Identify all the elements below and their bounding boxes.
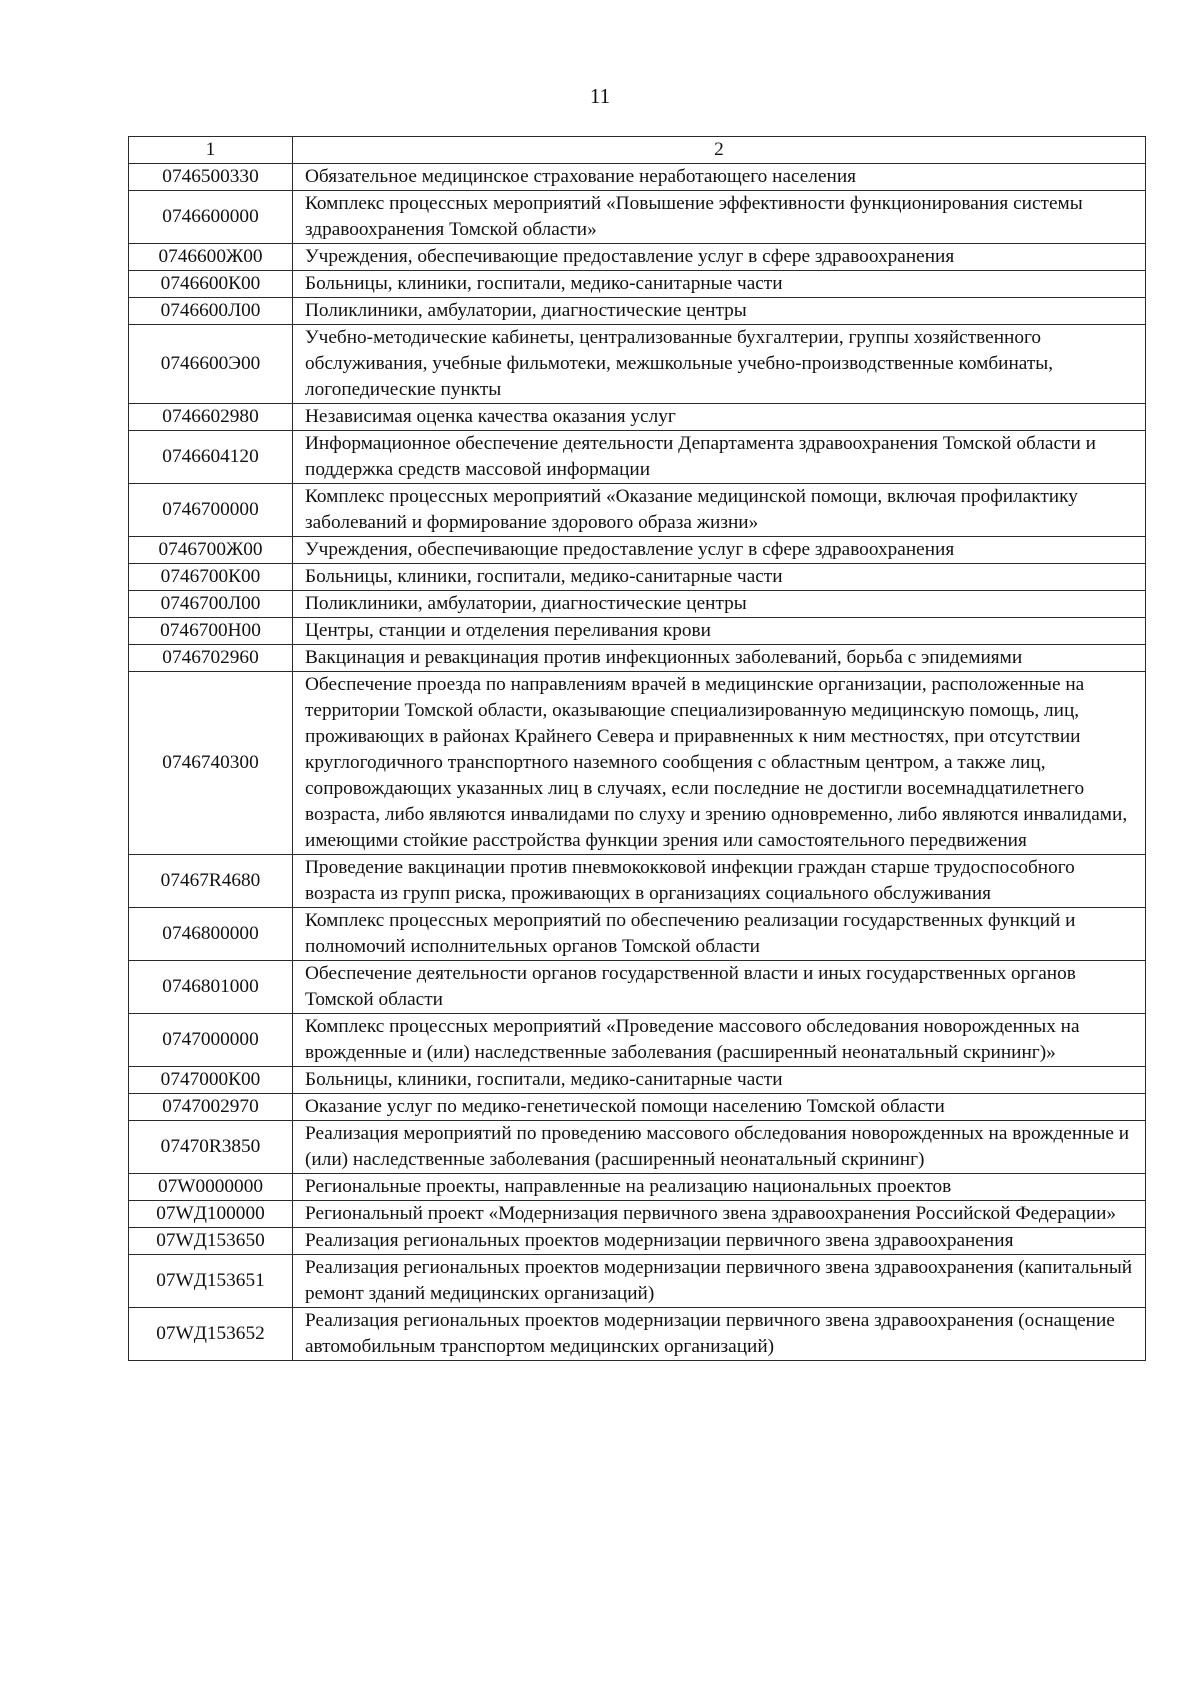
row-description: Больницы, клиники, госпитали, медико-санитарные части	[293, 271, 1146, 298]
table-row	[129, 1121, 1146, 1174]
row-description: Комплекс процессных мероприятий «Оказание медицинской помощи, включая профилактику заболеваний и формирование здорового образа жизни»	[293, 484, 1146, 537]
row-code: 0746800000	[129, 908, 293, 961]
row-description: Больницы, клиники, госпитали, медико-санитарные части	[293, 1067, 1146, 1094]
row-description: Вакцинация и ревакцинация против инфекционных заболеваний, борьба с эпидемиями	[293, 645, 1146, 672]
row-description: Независимая оценка качества оказания услуг	[293, 404, 1146, 431]
table-row	[129, 484, 1146, 537]
row-description: Учреждения, обеспечивающие предоставление услуг в сфере здравоохранения	[293, 537, 1146, 564]
row-description: Реализация региональных проектов модернизации первичного звена здравоохранения	[293, 1228, 1146, 1255]
row-code: 0746600000	[129, 191, 293, 244]
row-code: 07467R4680	[129, 855, 293, 908]
table-row	[129, 618, 1146, 645]
table-row	[129, 271, 1146, 298]
table-row	[129, 404, 1146, 431]
row-code: 0746700К00	[129, 564, 293, 591]
table-body	[129, 164, 1146, 1361]
row-code: 07470R3850	[129, 1121, 293, 1174]
row-code: 0747000000	[129, 1014, 293, 1067]
row-code: 0746801000	[129, 961, 293, 1014]
table-row	[129, 164, 1146, 191]
row-code: 07WД153651	[129, 1255, 293, 1308]
row-description: Региональный проект «Модернизация первичного звена здравоохранения Российской Федерации»	[293, 1201, 1146, 1228]
row-code: 0747000К00	[129, 1067, 293, 1094]
row-description: Комплекс процессных мероприятий «Проведение массового обследования новорожденных на врожденные и (или) наследственные заболевания (расширенный неонатальный скрининг)»	[293, 1014, 1146, 1067]
row-description: Оказание услуг по медико-генетической помощи населению Томской области	[293, 1094, 1146, 1121]
row-code: 0746700000	[129, 484, 293, 537]
table-row	[129, 1094, 1146, 1121]
table-row	[129, 908, 1146, 961]
budget-classification-table	[128, 136, 1146, 1361]
table-row	[129, 855, 1146, 908]
row-code: 07WД153650	[129, 1228, 293, 1255]
row-description: Проведение вакцинации против пневмококковой инфекции граждан старше трудоспособного возраста из групп риска, проживающих в организациях социального обслуживания	[293, 855, 1146, 908]
column-header-code: 1	[129, 137, 293, 164]
table-row	[129, 1014, 1146, 1067]
row-description: Обязательное медицинское страхование неработающего населения	[293, 164, 1146, 191]
row-description: Комплекс процессных мероприятий по обеспечению реализации государственных функций и полномочий исполнительных органов Томской области	[293, 908, 1146, 961]
row-code: 0746600К00	[129, 271, 293, 298]
row-description: Реализация мероприятий по проведению массового обследования новорожденных на врожденные и (или) наследственные заболевания (расширенный неонатальный скрининг)	[293, 1121, 1146, 1174]
table-row	[129, 1174, 1146, 1201]
table-row	[129, 325, 1146, 404]
row-code: 0746700Ж00	[129, 537, 293, 564]
table-row	[129, 961, 1146, 1014]
row-code: 0746740300	[129, 672, 293, 855]
row-code: 0746602980	[129, 404, 293, 431]
table-row	[129, 191, 1146, 244]
row-code: 0746500330	[129, 164, 293, 191]
row-description: Обеспечение деятельности органов государственной власти и иных государственных органов Томской области	[293, 961, 1146, 1014]
table-row	[129, 1067, 1146, 1094]
row-code: 0746702960	[129, 645, 293, 672]
table-row	[129, 564, 1146, 591]
row-description: Больницы, клиники, госпитали, медико-санитарные части	[293, 564, 1146, 591]
row-description: Учебно-методические кабинеты, централизованные бухгалтерии, группы хозяйственного обслуживания, учебные фильмотеки, межшкольные учебно-производственные комбинаты, логопедические пункты	[293, 325, 1146, 404]
row-code: 0746600Э00	[129, 325, 293, 404]
row-code: 0746600Ж00	[129, 244, 293, 271]
table-row	[129, 537, 1146, 564]
row-description: Учреждения, обеспечивающие предоставление услуг в сфере здравоохранения	[293, 244, 1146, 271]
row-code: 0746604120	[129, 431, 293, 484]
table-row	[129, 1255, 1146, 1308]
table-row	[129, 1308, 1146, 1361]
table-row	[129, 431, 1146, 484]
row-code: 07WД100000	[129, 1201, 293, 1228]
table-header-row	[129, 137, 1146, 164]
row-code: 0747002970	[129, 1094, 293, 1121]
row-description: Региональные проекты, направленные на реализацию национальных проектов	[293, 1174, 1146, 1201]
row-code: 0746700Н00	[129, 618, 293, 645]
row-code: 07WД153652	[129, 1308, 293, 1361]
row-description: Центры, станции и отделения переливания крови	[293, 618, 1146, 645]
table-row	[129, 244, 1146, 271]
table-row	[129, 672, 1146, 855]
table-row	[129, 645, 1146, 672]
page-number: 11	[589, 84, 611, 108]
row-description: Поликлиники, амбулатории, диагностические центры	[293, 591, 1146, 618]
column-header-description: 2	[293, 137, 1146, 164]
row-description: Реализация региональных проектов модернизации первичного звена здравоохранения (оснащение автомобильным транспортом медицинских организаций)	[293, 1308, 1146, 1361]
table-row	[129, 1201, 1146, 1228]
row-description: Поликлиники, амбулатории, диагностические центры	[293, 298, 1146, 325]
row-description: Реализация региональных проектов модернизации первичного звена здравоохранения (капитальный ремонт зданий медицинских организаций)	[293, 1255, 1146, 1308]
row-description: Обеспечение проезда по направлениям врачей в медицинские организации, расположенные на территории Томской области, оказывающие специализированную медицинскую помощь, лиц, проживающих в районах Крайнего Севера и приравненных к ним местностях, при отсутствии круглогодичного транспортного наземного сообщения с областным центром, а также лиц, сопровождающих указанных лиц в случаях, если последние не достигли восемнадцатилетнего возраста, либо являются инвалидами по слуху и зрению одновременно, либо являются инвалидами, имеющими стойкие расстройства функции зрения или самостоятельного передвижения	[293, 672, 1146, 855]
row-description: Комплекс процессных мероприятий «Повышение эффективности функционирования системы здравоохранения Томской области»	[293, 191, 1146, 244]
row-code: 07W0000000	[129, 1174, 293, 1201]
row-code: 0746600Л00	[129, 298, 293, 325]
row-description: Информационное обеспечение деятельности Департамента здравоохранения Томской области и поддержка средств массовой информации	[293, 431, 1146, 484]
table-row	[129, 298, 1146, 325]
row-code: 0746700Л00	[129, 591, 293, 618]
table-row	[129, 591, 1146, 618]
table-row	[129, 1228, 1146, 1255]
